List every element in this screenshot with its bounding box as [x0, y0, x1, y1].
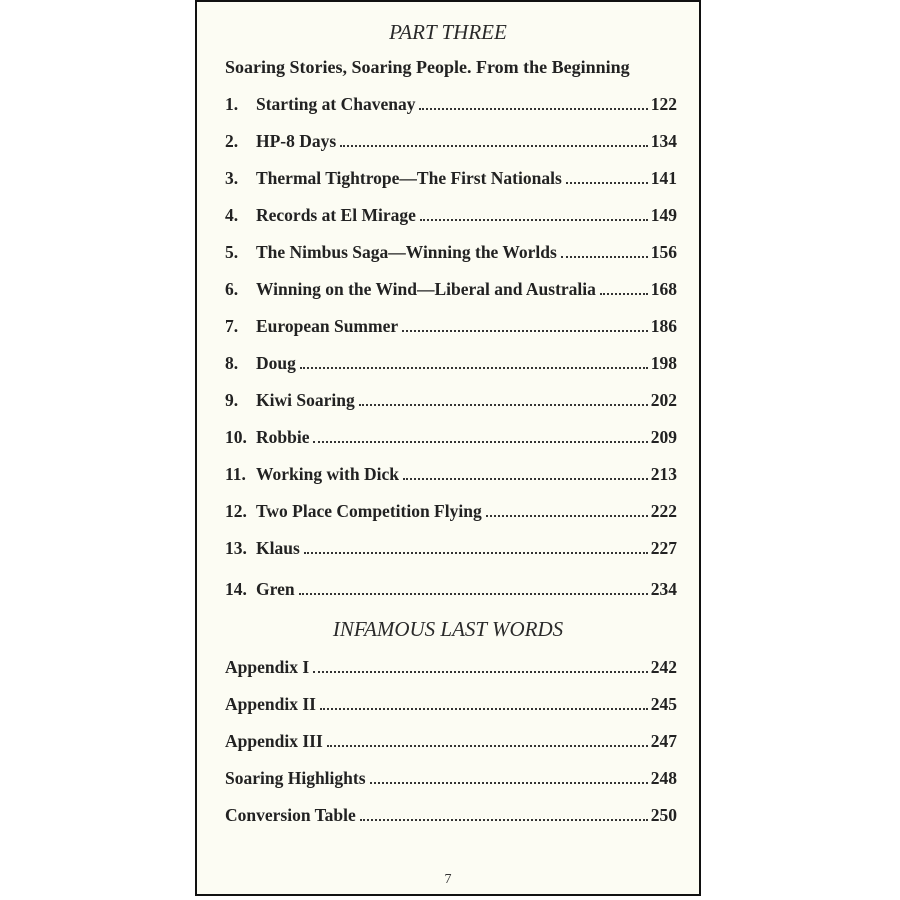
chapter-title: European Summer	[256, 316, 399, 336]
chapter-page: 141	[650, 168, 677, 188]
chapter-number: 7.	[225, 316, 239, 336]
toc-entry	[225, 768, 677, 792]
chapter-number: 4.	[225, 205, 239, 225]
chapter-page: 213	[650, 464, 677, 484]
chapter-number: 6.	[225, 279, 239, 299]
chapter-title: HP-8 Days	[256, 131, 337, 151]
chapter-number: 10.	[225, 427, 247, 447]
chapter-title: Thermal Tightrope—The First Nationals	[256, 168, 562, 188]
chapter-page: 149	[650, 205, 677, 225]
chapter-page: 202	[650, 390, 677, 410]
chapter-title: Records at El Mirage	[256, 205, 416, 225]
toc-entry	[225, 694, 677, 718]
dot-leader	[320, 708, 648, 710]
dot-leader	[359, 404, 648, 406]
chapter-title: Robbie	[256, 427, 310, 447]
chapter-title: Doug	[256, 353, 296, 373]
toc-entry	[225, 279, 677, 303]
entry-page: 247	[650, 731, 677, 751]
entry-title: Conversion Table	[225, 805, 356, 825]
chapter-page: 122	[650, 94, 677, 114]
entry-page: 242	[650, 657, 677, 677]
dot-leader	[313, 441, 647, 443]
dot-leader	[304, 552, 648, 554]
dot-leader	[486, 515, 648, 517]
chapter-number: 11.	[225, 464, 246, 484]
dot-leader	[403, 478, 648, 480]
entry-page: 245	[650, 694, 677, 714]
dot-leader	[300, 367, 648, 369]
chapter-page: 209	[650, 427, 677, 447]
dot-leader	[566, 182, 648, 184]
chapter-title: Klaus	[256, 538, 300, 558]
dot-leader	[360, 819, 648, 821]
entry-page: 248	[650, 768, 677, 788]
chapter-number: 2.	[225, 131, 239, 151]
chapter-page: 198	[650, 353, 677, 373]
dot-leader	[420, 219, 648, 221]
chapter-number: 14.	[225, 579, 247, 599]
chapter-title: Kiwi Soaring	[256, 390, 355, 410]
chapter-number: 13.	[225, 538, 247, 558]
toc-entry	[225, 805, 677, 829]
chapter-number: 8.	[225, 353, 239, 373]
chapter-title: Gren	[256, 579, 295, 599]
dot-leader	[402, 330, 648, 332]
part-subtitle: Soaring Stories, Soaring People. From the Beginning	[225, 57, 630, 77]
toc-entry	[225, 579, 677, 603]
chapter-page: 168	[650, 279, 677, 299]
chapter-page: 134	[650, 131, 677, 151]
toc-entry	[225, 242, 677, 266]
toc-entry	[225, 427, 677, 451]
toc-entry	[225, 353, 677, 377]
chapter-page: 227	[650, 538, 677, 558]
chapter-title: The Nimbus Saga—Winning the Worlds	[256, 242, 557, 262]
entry-title: Appendix III	[225, 731, 323, 751]
chapter-page: 186	[650, 316, 677, 336]
dot-leader	[419, 108, 647, 110]
entry-page: 250	[650, 805, 677, 825]
chapter-title: Winning on the Wind—Liberal and Australia	[256, 279, 596, 299]
entry-title: Appendix II	[225, 694, 316, 714]
dot-leader	[600, 293, 648, 295]
toc-entry	[225, 205, 677, 229]
chapter-title: Working with Dick	[256, 464, 399, 484]
toc-entry	[225, 657, 677, 681]
entry-title: Appendix I	[225, 657, 310, 677]
chapter-page: 234	[650, 579, 677, 599]
dot-leader	[340, 145, 648, 147]
chapter-number: 1.	[225, 94, 239, 114]
toc-entry	[225, 390, 677, 414]
chapter-number: 12.	[225, 501, 247, 521]
dot-leader	[313, 671, 648, 673]
dot-leader	[299, 593, 648, 595]
toc-entry	[225, 94, 677, 118]
toc-entry	[225, 731, 677, 755]
toc-entry	[225, 168, 677, 192]
book-page	[195, 0, 701, 896]
toc-entry	[225, 538, 677, 562]
dot-leader	[327, 745, 648, 747]
section-title: INFAMOUS LAST WORDS	[332, 617, 564, 641]
page-number: 7	[444, 872, 452, 887]
toc-entry	[225, 464, 677, 488]
chapter-number: 5.	[225, 242, 239, 262]
chapter-title: Two Place Competition Flying	[256, 501, 482, 521]
toc-entry	[225, 501, 677, 525]
entry-title: Soaring Highlights	[225, 768, 366, 788]
chapter-title: Starting at Chavenay	[256, 94, 416, 114]
toc-entry	[225, 316, 677, 340]
chapter-number: 3.	[225, 168, 239, 188]
part-title: PART THREE	[389, 20, 507, 44]
chapter-number: 9.	[225, 390, 239, 410]
dot-leader	[561, 256, 648, 258]
chapter-page: 222	[650, 501, 677, 521]
chapter-page: 156	[650, 242, 677, 262]
toc-entry	[225, 131, 677, 155]
dot-leader	[370, 782, 648, 784]
